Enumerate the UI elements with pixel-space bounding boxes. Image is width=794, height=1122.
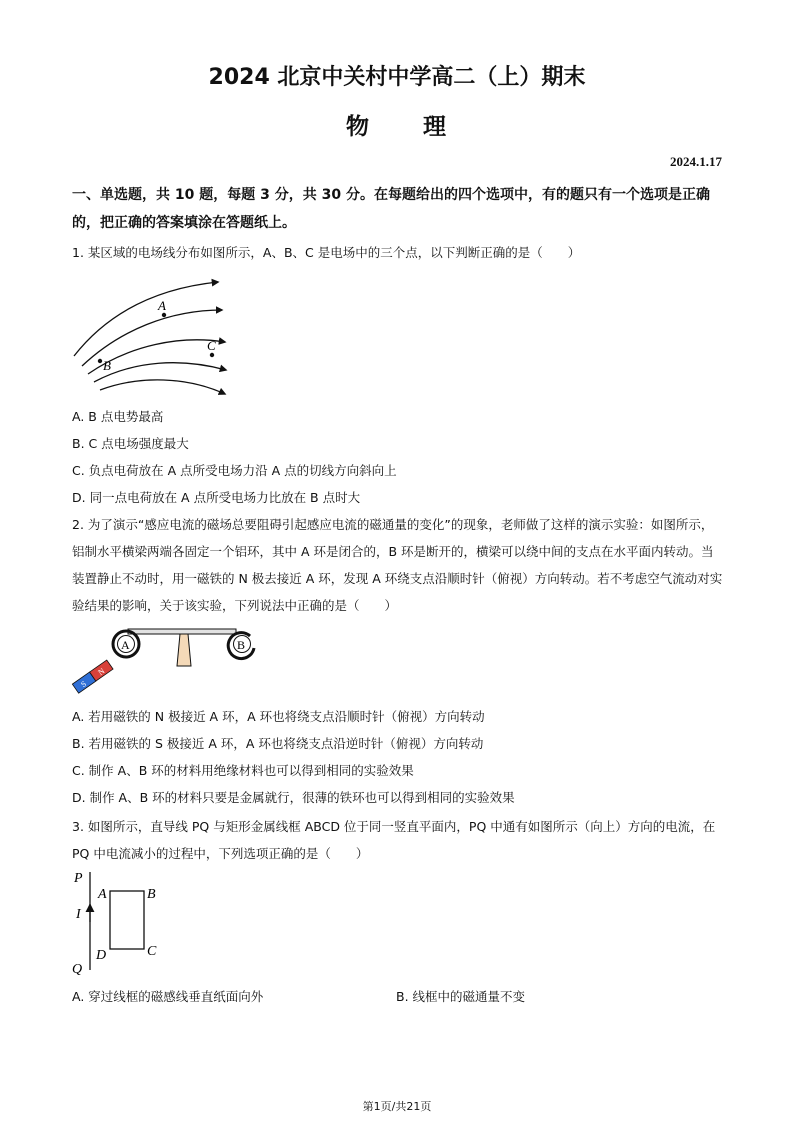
field-line-5 [100, 380, 225, 394]
label-c: C [147, 944, 157, 959]
subject-char-right: 理 [423, 114, 448, 140]
pivot-support [177, 634, 191, 666]
q2-option-c: C. 制作 A、B 环的材料用绝缘材料也可以得到相同的实验效果 [72, 763, 414, 778]
label-c: C [207, 338, 216, 353]
bar-magnet [72, 660, 113, 693]
label-q: Q [72, 962, 83, 977]
question-1-stem: 1. 某区域的电场线分布如图所示，A、B、C 是电场中的三个点，以下判断正确的是（ ） [72, 245, 581, 260]
field-line-1 [74, 282, 218, 356]
label-a: A [158, 298, 166, 313]
q3-option-a: A. 穿过线框的磁感线垂直纸面向外 [72, 989, 264, 1004]
point-a [162, 313, 166, 317]
field-line-4 [94, 363, 226, 382]
label-i: I [76, 907, 81, 922]
ring-experiment-figure [68, 622, 268, 702]
page-footer: 第1页/共21页 [362, 1100, 432, 1113]
wire-frame-figure [70, 866, 170, 978]
label-b: B [147, 887, 156, 902]
point-b [98, 359, 102, 363]
section-heading: 一、单选题，共 10 题，每题 3 分，共 30 分。在每题给出的四个选项中，有的题只有一个选项是正确的，把正确的答案填涂在答题纸上。 [72, 187, 710, 231]
magnet-n-label: N [96, 666, 107, 678]
exam-title: 2024 北京中关村中学高二（上）期末 [208, 65, 586, 90]
label-p: P [74, 871, 83, 886]
magnet-s-label: S [79, 679, 89, 690]
q1-option-b: B. C 点电场强度最大 [72, 436, 189, 451]
crossbeam [128, 629, 236, 634]
question-3-stem: 3. 如图所示，直导线 PQ 与矩形金属线框 ABCD 位于同一竖直平面内，PQ 中通有如图所示（向上）方向的电流，在 PQ 中电流减小的过程中，下列选项正确的是（ ） [72, 819, 716, 861]
point-c [210, 353, 214, 357]
q1-option-a: A. B 点电势最高 [72, 409, 164, 424]
ring-a-label: A [121, 638, 130, 652]
q1-option-d: D. 同一点电荷放在 A 点所受电场力比放在 B 点时大 [72, 490, 361, 505]
electric-field-figure [70, 270, 240, 400]
q2-option-b: B. 若用磁铁的 S 极接近 A 环，A 环也将绕支点沿逆时针（俯视）方向转动 [72, 736, 484, 751]
q2-option-d: D. 制作 A、B 环的材料只要是金属就行，很薄的铁环也可以得到相同的实验效果 [72, 790, 515, 805]
label-a: A [98, 887, 107, 902]
subject-char-left: 物 [346, 114, 371, 140]
ring-b-label: B [237, 638, 246, 652]
exam-date: 2024.1.17 [670, 154, 722, 169]
frame-abcd [110, 891, 144, 949]
label-d: D [96, 948, 107, 963]
q2-option-a: A. 若用磁铁的 N 极接近 A 环，A 环也将绕支点沿顺时针（俯视）方向转动 [72, 709, 485, 724]
subject-title [0, 108, 794, 141]
q1-option-c: C. 负点电荷放在 A 点所受电场力沿 A 点的切线方向斜向上 [72, 463, 397, 478]
q3-option-b: B. 线框中的磁通量不变 [396, 989, 526, 1004]
label-b: B [103, 358, 111, 373]
question-2-stem: 2. 为了演示“感应电流的磁场总要阻碍引起感应电流的磁通量的变化”的现象，老师做了这样的演示实验：如图所示，铝制水平横梁两端各固定一个铝环，其中 A 环是闭合的，B 环是断开的，横梁可以绕中间的支点在水平面内转动。当装置静止不动时，用一磁铁的 N 极去接近 A 环，发现 A 环绕支点沿顺时针（俯视）方向转动。若不考虑空气流动对实验结果的影响，关于该实验，下列说法中正确的是（ ） [72, 517, 723, 613]
